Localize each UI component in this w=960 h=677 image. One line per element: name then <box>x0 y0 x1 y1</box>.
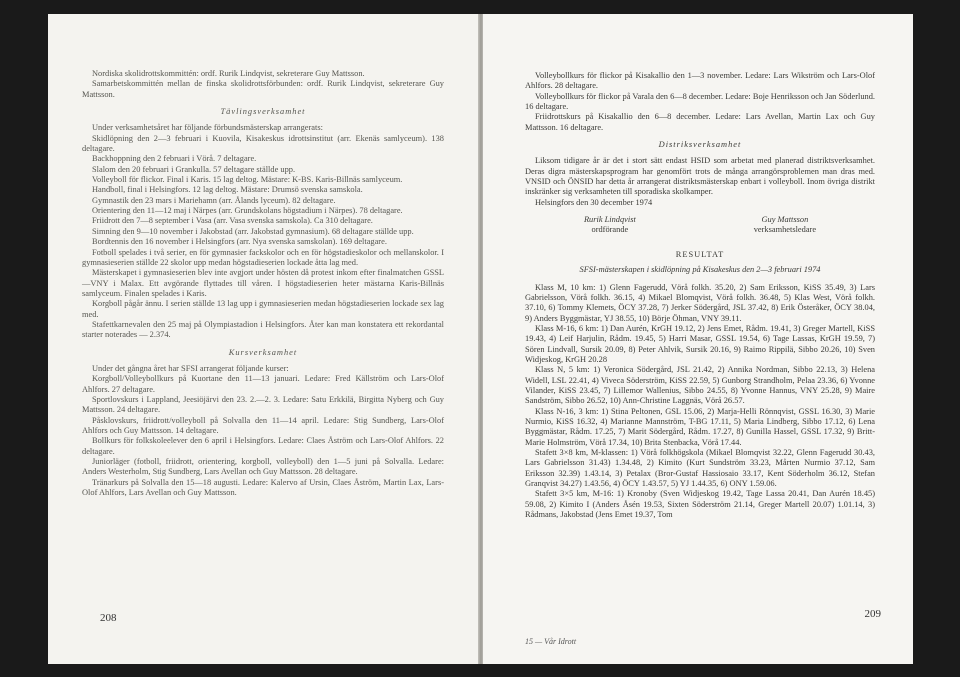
paragraph: Under verksamhetsåret har följande förbundsmästerskap arrangerats: <box>92 123 323 133</box>
paragraph: Sportlovskurs i Lappland, Jeesiöjärvi den 23. 2.—2. 3. Ledare: Satu Erkkilä, Birgitta Nyberg och Guy Mattsson. 24 deltagare. <box>82 394 444 415</box>
paragraph: Mästerskapet i gymnasieserien blev inte avgjort under hösten då protest inkom efter finalmatchen GSSL—VNY i Malax. Ett avgörande flyttades till våren. I högstadieserien heter mästarna Karis-Billnäs samlyceum. Finalen spelades i Karis. <box>82 268 444 298</box>
result-entry: Klass M-16, 6 km: 1) Dan Aurén, KrGH 19.12, 2) Jens Emet, Rådm. 19.41, 3) Greger Martell, KiSS 19.43, 4) Leif Harjulin, Rådm. 19.45, 5) Harri Masar, GSSL 19.54, 6) Tage Lassas, KrGH 19.59, 7) Sören Lindvall, Sursik 20.09, 8) Peter Ahlvik, Sursik 20.16, 9) Raimo Rippilä, Sibbo 20.26, 10) Sven Widjeskog, KrGH 20.28 <box>525 323 875 364</box>
paragraph: Friidrottskurs på Kisakallio den 6—8 december. Ledare: Lars Avellan, Martin Lax och Guy Mattsson. 16 deltagare. <box>525 112 875 132</box>
left-page <box>48 14 478 664</box>
result-entry: Klass M, 10 km: 1) Glenn Fagerudd, Vörå folkh. 35.20, 2) Sam Eriksson, KiSS 35.49, 3) Lars Gabrielsson, Vörå folkh. 36.15, 4) Mikael Blomqvist, Vörå folkh. 36.48, 5) Klas West, Vörå folkh. 37.10, 6) Tommy Klemets, ÖCY 37.28, 7) Jerker Södergård, JSL 37.42, 8) Erik Österåker, ÖCY 38.04, 9) Anders Byggmästar, YJ 38.55, 10) Börje Öhman, VNY 39.11. <box>525 282 875 323</box>
result-entry: Stafett 3×8 km, M-klassen: 1) Vörå folkhögskola (Mikael Blomqvist 32.22, Glenn Fagerudd 30.43, Lars Gabrielsson 31.43) 1.34.48, 2) Kimito (Kurt Sundström 33.23, Mårten Nurmio 37.12, Sam Eriksson 32.39) 1.43.14, 3) Petalax (Bror-Gustaf Hassiosaio 33.17, Kent Söderholm 36.12, Stefan Granqvist 34.27) 1.43.56, 4) ÖCY 1.43.57, 5) YJ 1.44.35, 6) ONY 1.59.06. <box>525 448 875 489</box>
page-number: 209 <box>864 608 881 620</box>
result-entry: Klass N-16, 3 km: 1) Stina Peltonen, GSL 15.06, 2) Marja-Helli Rönnqvist, GSSL 16.30, 3) Marie Nurmio, KiSS 16.32, 4) Marianne Mannström, T-BG 17.11, 5) Maria Lindberg, Sibbo 17.12, 6) Lena Byggmästar, Rådm. 17.25, 7) Marit Södergård, Rådm. 17.27, 8) Gunilla Hassel, GSSL 17.32, 9) Britt-Marie Holmström, Vörå 17.34, 10) Brita Stenbacka, Vörå 17.44. <box>525 406 875 447</box>
paragraph: Backhoppning den 2 februari i Vörå. 7 deltagare. <box>92 154 257 164</box>
paragraph: Bordtennis den 16 november i Helsingfors (arr. Nya svenska samskolan). 169 deltagare. <box>92 237 387 247</box>
paragraph: Simning den 9—10 november i Jakobstad (arr. Jakobstad gymnasium). 68 deltagare ställde upp. <box>92 226 414 236</box>
paragraph: Under det gångna året har SFSI arrangerat följande kurser: <box>92 363 289 373</box>
paragraph: Volleyboll för flickor. Final i Karis. 15 lag deltog. Mästare: K-BS. Karis-Billnäs samlyceum. <box>92 175 403 185</box>
paragraph: Fotboll spelades i två serier, en för gymnasier fackskolor och en för högstadieskolor och mellanskolor. I gymnasieserien ställde 22 skolor upp medan högstadieserien lockade åtta lag med. <box>82 247 444 267</box>
signature-name: Rurik Lindqvist <box>583 215 636 225</box>
signatures <box>525 215 875 236</box>
signature-block <box>754 215 816 236</box>
paragraph: Samarbetskommittén mellan de finska skolidrottsförbunden: ordf. Rurik Lindqvist, sekreterare Guy Mattsson. <box>82 79 444 99</box>
paragraph: Orientering den 11—12 maj i Närpes (arr. Grundskolans högstadium i Närpes). 78 deltagare. <box>92 206 403 216</box>
result-entry: Klass N, 5 km: 1) Veronica Södergård, JSL 21.42, 2) Annika Nordman, Sibbo 22.13, 3) Helena Widell, LSL 22.41, 4) Viveca Söderström, KiSS 22.59, 5) Gunborg Strandholm, Pelaa 23.36, 6) Yvonne Vilander, KiSS 23.45, 7) Lillemor Wallenius, Sibbo 24.55, 8) Yvonne Hannus, VNY 25.28, 9) Maire Sandström, Sibbo 26.52, 10) Ann-Christine Laggnäs, Vörå 26.57. <box>525 365 875 406</box>
right-paragraphs <box>525 71 875 208</box>
results-subtitle: SFSI-mästerskapen i skidlöpning på Kisakeskus den 2—3 februari 1974 <box>579 265 821 275</box>
left-text-column <box>82 69 444 498</box>
paragraph: Korgboll/Volleybollkurs på Kuortane den 11—13 januari. Ledare: Fred Källström och Lars-Olof Ahlfors. 27 deltagare. <box>82 374 444 394</box>
page-footer: 15 — Vår Idrott <box>525 637 577 646</box>
paragraph: Friidrott den 7—8 september i Vasa (arr. Vasa svenska samskola). Ca 310 deltagare. <box>92 216 373 226</box>
signature-name: Guy Mattsson <box>761 215 809 225</box>
section-heading: Distriksverksamhet <box>658 140 742 150</box>
results-list <box>525 283 875 521</box>
paragraph: Bollkurs för folkskoleelever den 6 april i Helsingfors. Ledare: Claes Åström och Lars-Olof Ahlfors. 22 deltagare. <box>82 436 444 456</box>
section-heading: Tävlingsverksamhet <box>220 107 306 117</box>
paragraph: Påsklovskurs, friidrott/volleyboll på Solvalla den 11—14 april. Ledare: Stig Sundberg, Lars-Olof Ahlfors och Guy Mattsson. 14 deltagare. <box>82 415 444 435</box>
results-title: RESULTAT <box>675 249 725 259</box>
signature-role: verksamhetsledare <box>753 225 817 235</box>
paragraph: Nordiska skolidrottskommittén: ordf. Rurik Lindqvist, sekreterare Guy Mattsson. <box>92 69 365 78</box>
paragraph: Juniorläger (fotboll, friidrott, orientering, korgboll, volleyboll) den 1—5 juni på Solvalla. Ledare: Anders Westerholm, Stig Sundberg, Lars Avellan och Guy Mattsson. 28 deltagare. <box>82 457 444 477</box>
paragraph: Skidlöpning den 2—3 februari i Kuovila, Kisakeskus idrottsinstitut (arr. Ekenäs samlyceum). 138 deltagare. <box>82 133 444 154</box>
section-heading: Kursverksamhet <box>228 347 298 357</box>
paragraph: Liksom tidigare år är det i stort sätt endast HSID som arbetat med planerad distriktsverksamhet. Deras digra mästerskapsprogram har genomfört trots de många arrangörsproblemen man dras med. VNSID och ÖNSID har detta år arrangerat distriktsmästerskap enbart i volleyboll. Inom övriga distrikt inskränker sig verksamheten till sporadiska skolkamper. <box>525 156 875 197</box>
paragraph: Handboll, final i Helsingfors. 12 lag deltog. Mästare: Drumsö svenska samskola. <box>92 185 363 195</box>
paragraph: Stafettkarnevalen den 25 maj på Olympiastadion i Helsingfors. Åter kan man konstatera ett rekordantal starter noterades — 2.374. <box>82 319 444 340</box>
page-number: 208 <box>100 612 117 624</box>
result-entry: Stafett 3×5 km, M-16: 1) Kronoby (Sven Widjeskog 19.42, Tage Lassa 20.41, Dan Aurén 18.45) 59.08, 2) Kimito I (Anders Åsén 19.53, Sixten Söderström 21.14, Greger Martell 20.07) 1.01.14, 3) Rådmans, Jakobstad (Jens Emet 19.37, Tom <box>525 489 875 520</box>
paragraph: Helsingfors den 30 december 1974 <box>535 197 653 207</box>
paragraph: Volleybollkurs för flickor på Kisakallio den 1—3 november. Ledare: Lars Wikström och Lars-Olof Ahlfors. 28 deltagare. <box>525 71 875 91</box>
right-page <box>483 14 913 664</box>
paragraph: Slalom den 20 februari i Grankulla. 57 deltagare ställde upp. <box>92 164 296 174</box>
signature-block <box>584 215 636 236</box>
signature-role: ordförande <box>591 225 629 235</box>
paragraph: Tränarkurs på Solvalla den 15—18 augusti. Ledare: Kalervo af Ursin, Claes Åström, Martin Lax, Lars-Olof Ahlfors, Lars Avellan och Guy Mattsson. <box>82 477 444 498</box>
paragraph: Volleybollkurs för flickor på Varala den 6—8 december. Ledare: Boje Henriksson och Jan Söderlund. 16 deltagare. <box>525 91 875 112</box>
paragraph: Korgboll pågår ännu. I serien ställde 13 lag upp i gymnasieserien medan högstadieserien lockade sex lag med. <box>82 299 444 319</box>
paragraph: Gymnastik den 23 mars i Mariehamn (arr. Ålands lyceum). 82 deltagare. <box>92 195 336 205</box>
right-text-column <box>525 71 875 520</box>
